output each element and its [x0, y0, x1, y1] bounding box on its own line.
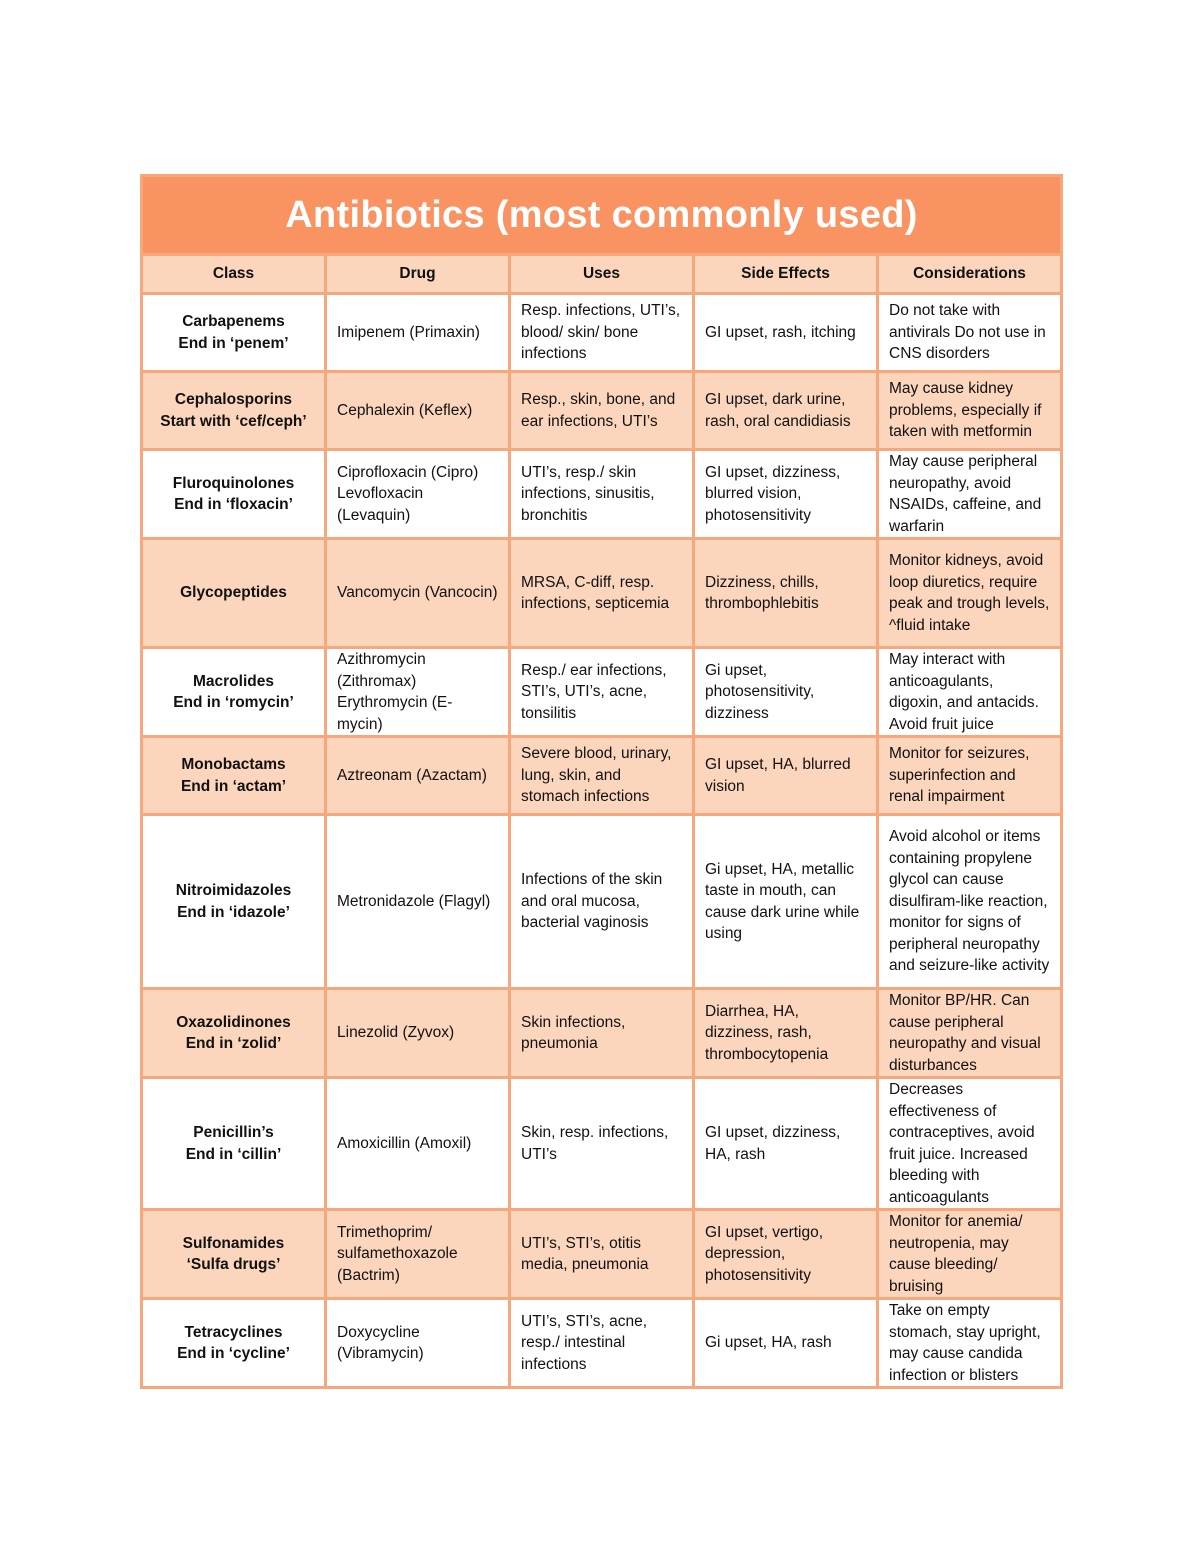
- class-cell: [142, 372, 326, 450]
- table-title: Antibiotics (most commonly used): [142, 176, 1062, 255]
- uses-cell: MRSA, C-diff, resp. infections, septicemia: [510, 539, 694, 648]
- side-effects-cell: Diarrhea, HA, dizziness, rash, thrombocytopenia: [694, 989, 878, 1078]
- considerations-cell: May cause peripheral neuropathy, avoid NSAIDs, caffeine, and warfarin: [878, 450, 1062, 539]
- table-row: [142, 815, 1062, 989]
- uses-cell: Resp./ ear infections, STI’s, UTI’s, acne, tonsilitis: [510, 648, 694, 737]
- class-cell: [142, 648, 326, 737]
- class-name: Carbapenems: [182, 313, 285, 330]
- class-name: Nitroimidazoles: [175, 882, 292, 899]
- uses-cell: Severe blood, urinary, lung, skin, and stomach infections: [510, 737, 694, 815]
- considerations-cell: Monitor for anemia/ neutropenia, may cause bleeding/ bruising: [878, 1210, 1062, 1299]
- class-cell: [142, 815, 326, 989]
- drug-cell: Imipenem (Primaxin): [326, 294, 510, 372]
- class-note: End in ‘cycline’: [177, 1345, 290, 1362]
- table-row: [142, 539, 1062, 648]
- considerations-cell: Avoid alcohol or items containing propylene glycol can cause disulfiram-like reaction, monitor for signs of peripheral neuropathy and seizure-like activity: [878, 815, 1062, 989]
- drug-cell: Cephalexin (Keflex): [326, 372, 510, 450]
- class-note: End in ‘floxacin’: [174, 496, 293, 513]
- uses-cell: Resp., skin, bone, and ear infections, UTI’s: [510, 372, 694, 450]
- table-row: [142, 1299, 1062, 1388]
- uses-cell: Infections of the skin and oral mucosa, bacterial vaginosis: [510, 815, 694, 989]
- side-effects-cell: Gi upset, photosensitivity, dizziness: [694, 648, 878, 737]
- drug-cell: Doxycycline (Vibramycin): [326, 1299, 510, 1388]
- class-name: Glycopeptides: [180, 584, 287, 602]
- considerations-cell: Monitor kidneys, avoid loop diuretics, require peak and trough levels, ^fluid intake: [878, 539, 1062, 648]
- side-effects-cell: GI upset, dark urine, rash, oral candidiasis: [694, 372, 878, 450]
- uses-cell: UTI’s, STI’s, acne, resp./ intestinal infections: [510, 1299, 694, 1388]
- table-row: [142, 737, 1062, 815]
- title-row: [142, 176, 1062, 255]
- table-row: [142, 372, 1062, 450]
- class-cell: [142, 1078, 326, 1210]
- uses-cell: Skin, resp. infections, UTI’s: [510, 1078, 694, 1210]
- column-header-uses: Uses: [510, 255, 694, 294]
- class-note: ‘Sulfa drugs’: [186, 1256, 281, 1273]
- drug-cell: Ciprofloxacin (Cipro) Levofloxacin (Levaquin): [326, 450, 510, 539]
- table-row: [142, 1210, 1062, 1299]
- class-cell: [142, 989, 326, 1078]
- table-row: [142, 648, 1062, 737]
- side-effects-cell: Gi upset, HA, rash: [694, 1299, 878, 1388]
- column-header-considerations: Considerations: [878, 255, 1062, 294]
- drug-cell: Amoxicillin (Amoxil): [326, 1078, 510, 1210]
- side-effects-cell: GI upset, dizziness, HA, rash: [694, 1078, 878, 1210]
- class-note: End in ‘cillin’: [185, 1145, 282, 1163]
- class-note: End in ‘penem’: [178, 334, 289, 352]
- table-row: [142, 989, 1062, 1078]
- class-cell: [142, 294, 326, 372]
- drug-cell: Vancomycin (Vancocin): [326, 539, 510, 648]
- class-name: Macrolides: [193, 672, 274, 690]
- table-row: [142, 294, 1062, 372]
- class-note: Start with ‘cef/ceph’: [160, 412, 307, 430]
- class-name: Penicillin’s: [193, 1124, 274, 1141]
- class-name: Oxazolidinones: [176, 1013, 291, 1031]
- drug-cell: Aztreonam (Azactam): [326, 737, 510, 815]
- side-effects-cell: GI upset, vertigo, depression, photosensitivity: [694, 1210, 878, 1299]
- class-note: End in ‘romycin’: [173, 694, 294, 711]
- drug-cell: Azithromycin (Zithromax) Erythromycin (E-mycin): [326, 648, 510, 737]
- side-effects-cell: Gi upset, HA, metallic taste in mouth, can cause dark urine while using: [694, 815, 878, 989]
- class-name: Sulfonamides: [182, 1234, 285, 1252]
- table-row: [142, 1078, 1062, 1210]
- class-cell: [142, 450, 326, 539]
- antibiotics-sheet: [140, 174, 1060, 1389]
- class-cell: [142, 539, 326, 648]
- column-header-drug: Drug: [326, 255, 510, 294]
- side-effects-cell: GI upset, rash, itching: [694, 294, 878, 372]
- side-effects-cell: Dizziness, chills, thrombophlebitis: [694, 539, 878, 648]
- side-effects-cell: GI upset, dizziness, blurred vision, photosensitivity: [694, 450, 878, 539]
- header-row: [142, 255, 1062, 294]
- antibiotics-table: [140, 174, 1063, 1389]
- class-note: End in ‘zolid’: [185, 1035, 282, 1052]
- column-header-class: Class: [142, 255, 326, 294]
- class-name: Monobactams: [181, 756, 286, 773]
- class-note: End in ‘actam’: [180, 777, 287, 795]
- class-cell: [142, 1299, 326, 1388]
- side-effects-cell: GI upset, HA, blurred vision: [694, 737, 878, 815]
- column-header-side-effects: Side Effects: [694, 255, 878, 294]
- class-cell: [142, 1210, 326, 1299]
- considerations-cell: May interact with anticoagulants, digoxin, and antacids. Avoid fruit juice: [878, 648, 1062, 737]
- drug-cell: Metronidazole (Flagyl): [326, 815, 510, 989]
- considerations-cell: Take on empty stomach, stay upright, may cause candida infection or blisters: [878, 1299, 1062, 1388]
- uses-cell: Skin infections, pneumonia: [510, 989, 694, 1078]
- considerations-cell: Do not take with antivirals Do not use in CNS disorders: [878, 294, 1062, 372]
- drug-cell: Trimethoprim/ sulfamethoxazole (Bactrim): [326, 1210, 510, 1299]
- considerations-cell: Monitor BP/HR. Can cause peripheral neuropathy and visual disturbances: [878, 989, 1062, 1078]
- considerations-cell: Decreases effectiveness of contraceptives, avoid fruit juice. Increased bleeding with anticoagulants: [878, 1078, 1062, 1210]
- class-name: Fluroquinolones: [172, 474, 295, 492]
- class-cell: [142, 737, 326, 815]
- class-name: Tetracyclines: [184, 1323, 283, 1341]
- uses-cell: Resp. infections, UTI’s, blood/ skin/ bone infections: [510, 294, 694, 372]
- uses-cell: UTI’s, resp./ skin infections, sinusitis, bronchitis: [510, 450, 694, 539]
- drug-cell: Linezolid (Zyvox): [326, 989, 510, 1078]
- class-note: End in ‘idazole’: [177, 903, 290, 921]
- considerations-cell: May cause kidney problems, especially if taken with metformin: [878, 372, 1062, 450]
- table-row: [142, 450, 1062, 539]
- considerations-cell: Monitor for seizures, superinfection and renal impairment: [878, 737, 1062, 815]
- uses-cell: UTI’s, STI’s, otitis media, pneumonia: [510, 1210, 694, 1299]
- class-name: Cephalosporins: [174, 391, 293, 408]
